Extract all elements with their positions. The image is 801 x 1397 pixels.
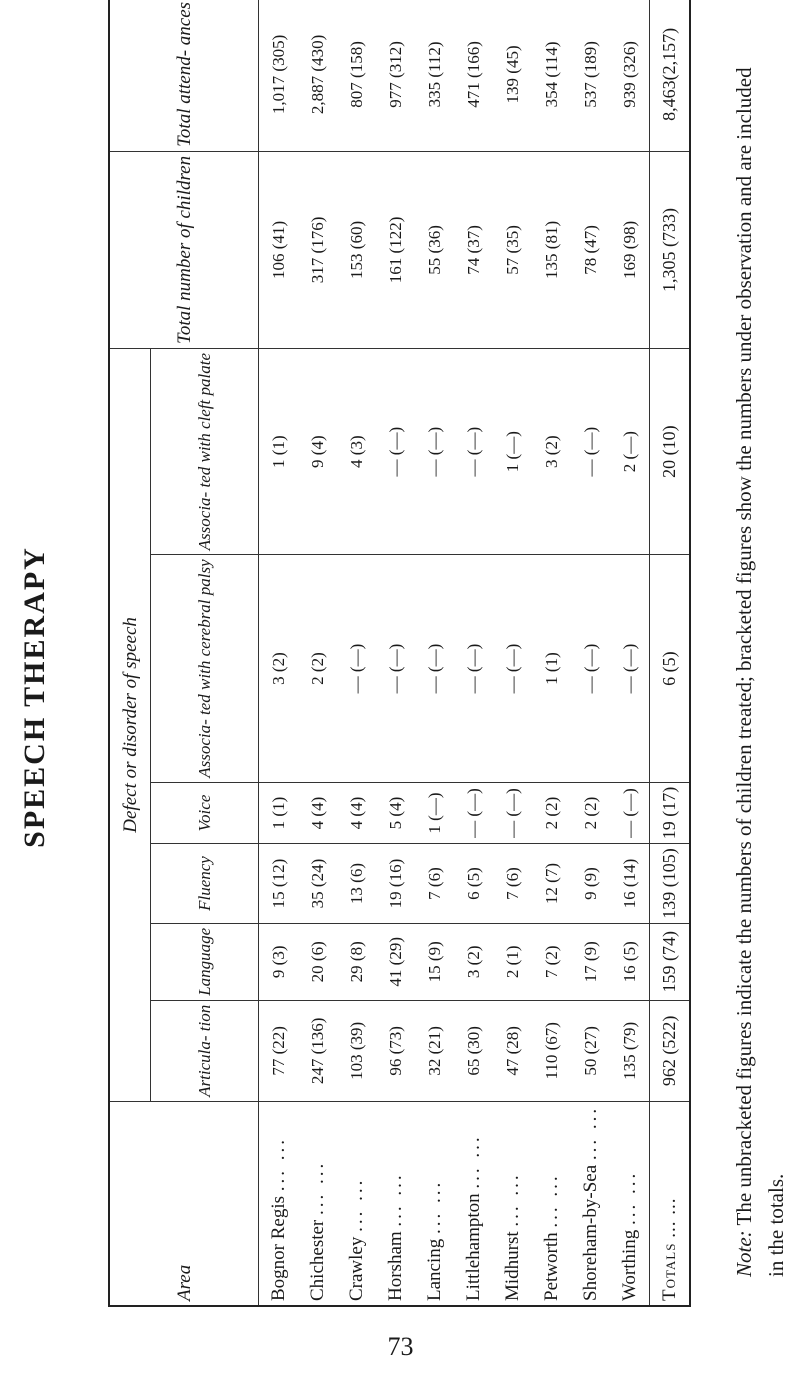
table-row [298,0,337,1306]
table-row [610,0,650,1306]
cell-fluency: 7 (6) [493,844,532,924]
cell-fluency: 7 (6) [415,844,454,924]
area-name: Shoreham-by-Sea [579,1164,601,1301]
col-voice-header: Voice [151,782,259,844]
cell-area [650,1101,691,1306]
cell-cleft: — (—) [376,348,415,554]
cell-children: 1,305 (733) [650,151,691,348]
totals-row [650,0,691,1306]
cell-fluency: 19 (16) [376,844,415,924]
cell-voice: — (—) [454,782,493,844]
cell-language: 20 (6) [298,923,337,1000]
leader-dots: ... ... [306,1160,328,1215]
cell-attendances: 807 (158) [337,0,376,151]
cell-area [532,1101,571,1306]
leader-dots: ... ... [267,1136,289,1192]
cell-voice: 1 (1) [259,782,299,844]
cell-children: 135 (81) [532,151,571,348]
area-name: Chichester [306,1219,328,1301]
cell-voice: 5 (4) [376,782,415,844]
cell-children: 169 (98) [610,151,650,348]
cell-cleft: 2 (—) [610,348,650,554]
cell-cerebral: — (—) [610,555,650,782]
cell-attendances: 977 (312) [376,0,415,151]
cell-children: 55 (36) [415,151,454,348]
table-row [571,0,610,1306]
cell-children: 57 (35) [493,151,532,348]
cell-attendances: 139 (45) [493,0,532,151]
cell-voice: — (—) [493,782,532,844]
leader-dots: ... ... [462,1134,484,1189]
cell-attendances: 2,887 (430) [298,0,337,151]
cell-cerebral: — (—) [571,555,610,782]
cell-cleft: — (—) [571,348,610,554]
cell-articulation: 110 (67) [532,1000,571,1101]
table-row [259,0,299,1306]
cell-voice: 2 (2) [532,782,571,844]
col-area-header: Area [109,1101,259,1306]
cell-fluency: 139 (105) [650,844,691,924]
cell-attendances: 537 (189) [571,0,610,151]
leader-dots: ... ... [658,1197,680,1238]
cell-children: 153 (60) [337,151,376,348]
cell-attendances: 939 (326) [610,0,650,151]
cell-cerebral: 2 (2) [298,555,337,782]
cell-cerebral: — (—) [337,555,376,782]
area-name: Midhurst [501,1231,523,1301]
note-label: Note: [732,1230,756,1277]
leader-dots: ... ... [579,1105,601,1161]
cell-attendances: 335 (112) [415,0,454,151]
cell-cerebral: 6 (5) [650,555,691,782]
note-text: The unbracketed figures indicate the numbers of children treated; bracketed figures show the numbers under observation and are included in the totals. [732,67,788,1277]
col-cerebral-header: Associa- ted with cerebral palsy [151,555,259,782]
cell-cerebral: — (—) [454,555,493,782]
cell-language: 9 (3) [259,923,299,1000]
cell-area [493,1101,532,1306]
cell-voice: 4 (4) [337,782,376,844]
leader-dots: ... ... [618,1170,640,1225]
cell-cleft: 4 (3) [337,348,376,554]
cell-voice: — (—) [610,782,650,844]
cell-language: 29 (8) [337,923,376,1000]
area-name: Lancing [423,1238,445,1301]
col-language-header: Language [151,923,259,1000]
cell-language: 16 (5) [610,923,650,1000]
cell-cerebral: — (—) [493,555,532,782]
cell-fluency: 35 (24) [298,844,337,924]
cell-language: 159 (74) [650,923,691,1000]
table-row [493,0,532,1306]
cell-attendances: 8,463(2,157) [650,0,691,151]
cell-language: 7 (2) [532,923,571,1000]
cell-fluency: 13 (6) [337,844,376,924]
cell-cleft: — (—) [415,348,454,554]
cell-cerebral: 3 (2) [259,555,299,782]
cell-articulation: 47 (28) [493,1000,532,1101]
table-row [376,0,415,1306]
cell-language: 17 (9) [571,923,610,1000]
cell-area [610,1101,650,1306]
table-note [728,57,792,1277]
col-fluency-header: Fluency [151,844,259,924]
area-name: Crawley [345,1236,367,1301]
cell-area [415,1101,454,1306]
cell-attendances: 1,017 (305) [259,0,299,151]
cell-articulation: 65 (30) [454,1000,493,1101]
cell-area [571,1101,610,1306]
area-name: Horsham [384,1231,406,1301]
group-header-defect: Defect or disorder of speech [109,348,151,1101]
leader-dots: ... ... [384,1172,406,1227]
cell-language: 2 (1) [493,923,532,1000]
cell-articulation: 77 (22) [259,1000,299,1101]
cell-attendances: 471 (166) [454,0,493,151]
area-name: Bognor Regis [267,1195,289,1301]
area-name: Petworth [540,1232,562,1301]
cell-articulation: 103 (39) [337,1000,376,1101]
cell-area [259,1101,299,1306]
cell-voice: 2 (2) [571,782,610,844]
cell-area [337,1101,376,1306]
cell-fluency: 15 (12) [259,844,299,924]
leader-dots: ... ... [423,1179,445,1234]
page-heading: SPEECH THERAPY [18,546,51,848]
cell-children: 74 (37) [454,151,493,348]
cell-fluency: 16 (14) [610,844,650,924]
cell-articulation: 32 (21) [415,1000,454,1101]
leader-dots: ... ... [540,1173,562,1228]
cell-area [298,1101,337,1306]
col-children-header: Total number of children [109,151,259,348]
cell-voice: 4 (4) [298,782,337,844]
area-name: Worthing [618,1229,640,1301]
cell-cleft: 1 (—) [493,348,532,554]
cell-language: 41 (29) [376,923,415,1000]
page-number: 73 [387,1332,414,1361]
cell-children: 106 (41) [259,151,299,348]
cell-articulation: 247 (136) [298,1000,337,1101]
cell-cerebral: — (—) [376,555,415,782]
cell-articulation: 135 (79) [610,1000,650,1101]
cell-cleft: 20 (10) [650,348,691,554]
cell-fluency: 12 (7) [532,844,571,924]
cell-voice: 1 (—) [415,782,454,844]
area-name: Littlehampton [462,1193,484,1301]
leader-dots: ... ... [501,1172,523,1227]
cell-articulation: 96 (73) [376,1000,415,1101]
col-cleft-header: Associa- ted with cleft palate [151,348,259,554]
table-row [415,0,454,1306]
cell-cleft: — (—) [454,348,493,554]
cell-area [376,1101,415,1306]
leader-dots: ... ... [345,1177,367,1232]
cell-articulation: 962 (522) [650,1000,691,1101]
col-attendances-header: Total attend- ances [109,0,259,151]
table-body [259,0,691,1306]
cell-language: 3 (2) [454,923,493,1000]
cell-cleft: 9 (4) [298,348,337,554]
cell-language: 15 (9) [415,923,454,1000]
cell-cleft: 1 (1) [259,348,299,554]
table-row [532,0,571,1306]
cell-attendances: 354 (114) [532,0,571,151]
cell-children: 78 (47) [571,151,610,348]
table-row [337,0,376,1306]
cell-cerebral: — (—) [415,555,454,782]
cell-children: 161 (122) [376,151,415,348]
cell-articulation: 50 (27) [571,1000,610,1101]
cell-fluency: 9 (9) [571,844,610,924]
cell-cerebral: 1 (1) [532,555,571,782]
cell-area [454,1101,493,1306]
cell-children: 317 (176) [298,151,337,348]
area-name: Totals [658,1242,680,1301]
col-articulation-header: Articula- tion [151,1000,259,1101]
speech-therapy-table [108,0,691,1307]
cell-cleft: 3 (2) [532,348,571,554]
cell-voice: 19 (17) [650,782,691,844]
cell-fluency: 6 (5) [454,844,493,924]
table-row [454,0,493,1306]
